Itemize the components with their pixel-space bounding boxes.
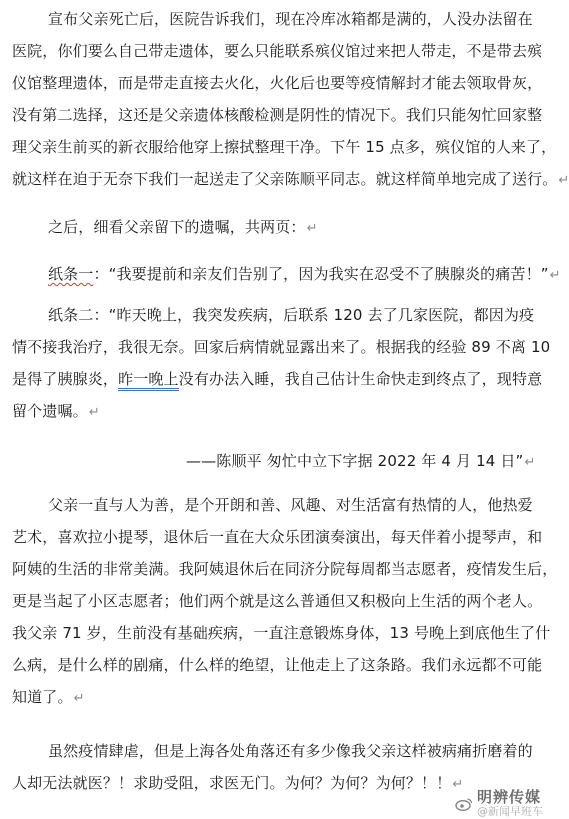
text-line [12, 586, 542, 616]
text-line [12, 36, 542, 66]
line-text: 没有办法入睡，我自己估计生命快走到终点了，现特意 [178, 370, 543, 388]
watermark-text [477, 790, 543, 817]
line-text: ：“我要提前和亲友们告别了，因为我实在忍受不了胰腺炎的痛苦！” [93, 265, 549, 283]
text-line [12, 650, 542, 680]
text-line [48, 212, 318, 242]
line-text: 人却无法就医？！求助受阻，求医无门。为何？为何？为何？！！ [12, 774, 452, 792]
text-line [12, 682, 85, 712]
text-line [12, 132, 556, 162]
text-line [48, 300, 534, 330]
text-line [12, 768, 463, 798]
watermark [455, 788, 543, 819]
line-text: 仪馆整理遗体，而是带走直接去火化，火化后也要等疫情解封才能去领取骨灰， [12, 74, 543, 92]
weibo-logo-icon [455, 797, 473, 811]
grammar-flagged-text: 昨一晚上 [118, 370, 179, 391]
watermark-handle: @新闻早班车 [477, 805, 543, 819]
text-line [12, 554, 557, 584]
line-text: 就这样在迫于无奈下我们一起送走了父亲陈顺平同志。就这样简单地完成了送行。 [12, 170, 558, 188]
paragraph-mark-icon: ↵ [549, 268, 561, 283]
paragraph-mark-icon: ↵ [558, 173, 569, 188]
line-text: 父亲一直与人为善，是个开朗和善、风趣、对生活富有热情的人，他热爱 [48, 496, 533, 514]
text-line [48, 736, 533, 766]
line-text: 情不接我治疗，我很无奈。回家后病情就显露出来了。根据我的经验 89 不离 10 [12, 338, 551, 356]
watermark-brand: 明辨传媒 [477, 788, 542, 807]
text-line [48, 259, 561, 289]
text-line [12, 522, 542, 552]
spellcheck-flagged-text: 纸条一 [48, 265, 94, 283]
line-text: 么病，是什么样的剧痛，什么样的绝望，让他走上了这条路。我们永远都不可能 [12, 656, 543, 674]
text-line [12, 396, 100, 426]
line-text: 阿姨的生活的非常美满。我阿姨退休后在同济分院每周都当志愿者，疫情发生后， [12, 560, 558, 578]
line-text: 没有第二选择，这还是父亲遗体核酸检测是阴性的情况下。我们只能匆忙回家整 [12, 106, 543, 124]
text-line [12, 100, 542, 130]
line-text: 艺术，喜欢拉小提琴，退休后一直在大众乐团演奏演出，每天伴着小提琴声，和 [12, 528, 543, 546]
text-line [12, 164, 569, 194]
line-text: ——陈顺平 匆忙中立下字据 2022 年 4 月 14 日” [186, 452, 524, 470]
text-line [12, 332, 550, 362]
paragraph-mark-icon: ↵ [73, 691, 85, 706]
line-text: 宣布父亲死亡后，医院告诉我们，现在冷库冰箱都是满的，人没办法留在 [48, 10, 533, 28]
line-text: 之后，细看父亲留下的遗嘱，共两页： [48, 218, 306, 236]
line-text: 知道了。 [12, 688, 73, 706]
line-text: 我父亲 71 岁，生前没有基础疾病，一直注意锻炼身体，13 号晚上到底他生了什 [12, 624, 551, 642]
line-text: 医院，你们要么自己带走遗体，要么只能联系殡仪馆过来把人带走，不是带去殡 [12, 42, 543, 60]
text-line [12, 364, 542, 394]
line-text: 虽然疫情肆虐，但是上海各处角落还有多少像我父亲这样被病痛折磨着的 [48, 742, 533, 760]
text-line [48, 4, 533, 34]
line-text: 是得了胰腺炎， [12, 370, 119, 388]
text-line [186, 446, 536, 476]
paragraph-mark-icon: ↵ [524, 455, 536, 470]
line-text: 纸条二：“昨天晚上，我突发疾病，后联系 120 去了几家医院，都因为疫 [48, 306, 535, 324]
paragraph-mark-icon: ↵ [306, 221, 318, 236]
line-text: 更是当起了小区志愿者；他们两个就是这么普通但又积极向上生活的两个老人。 [12, 592, 543, 610]
text-line [48, 490, 533, 520]
text-line [12, 618, 550, 648]
paragraph-mark-icon: ↵ [452, 777, 464, 792]
text-line [12, 68, 542, 98]
paragraph-mark-icon: ↵ [88, 405, 100, 420]
line-text: 留个遗嘱。 [12, 402, 88, 420]
line-text: 理父亲生前买的新衣服给他穿上擦拭整理干净。下午 15 点多，殡仪馆的人来了， [12, 138, 557, 156]
